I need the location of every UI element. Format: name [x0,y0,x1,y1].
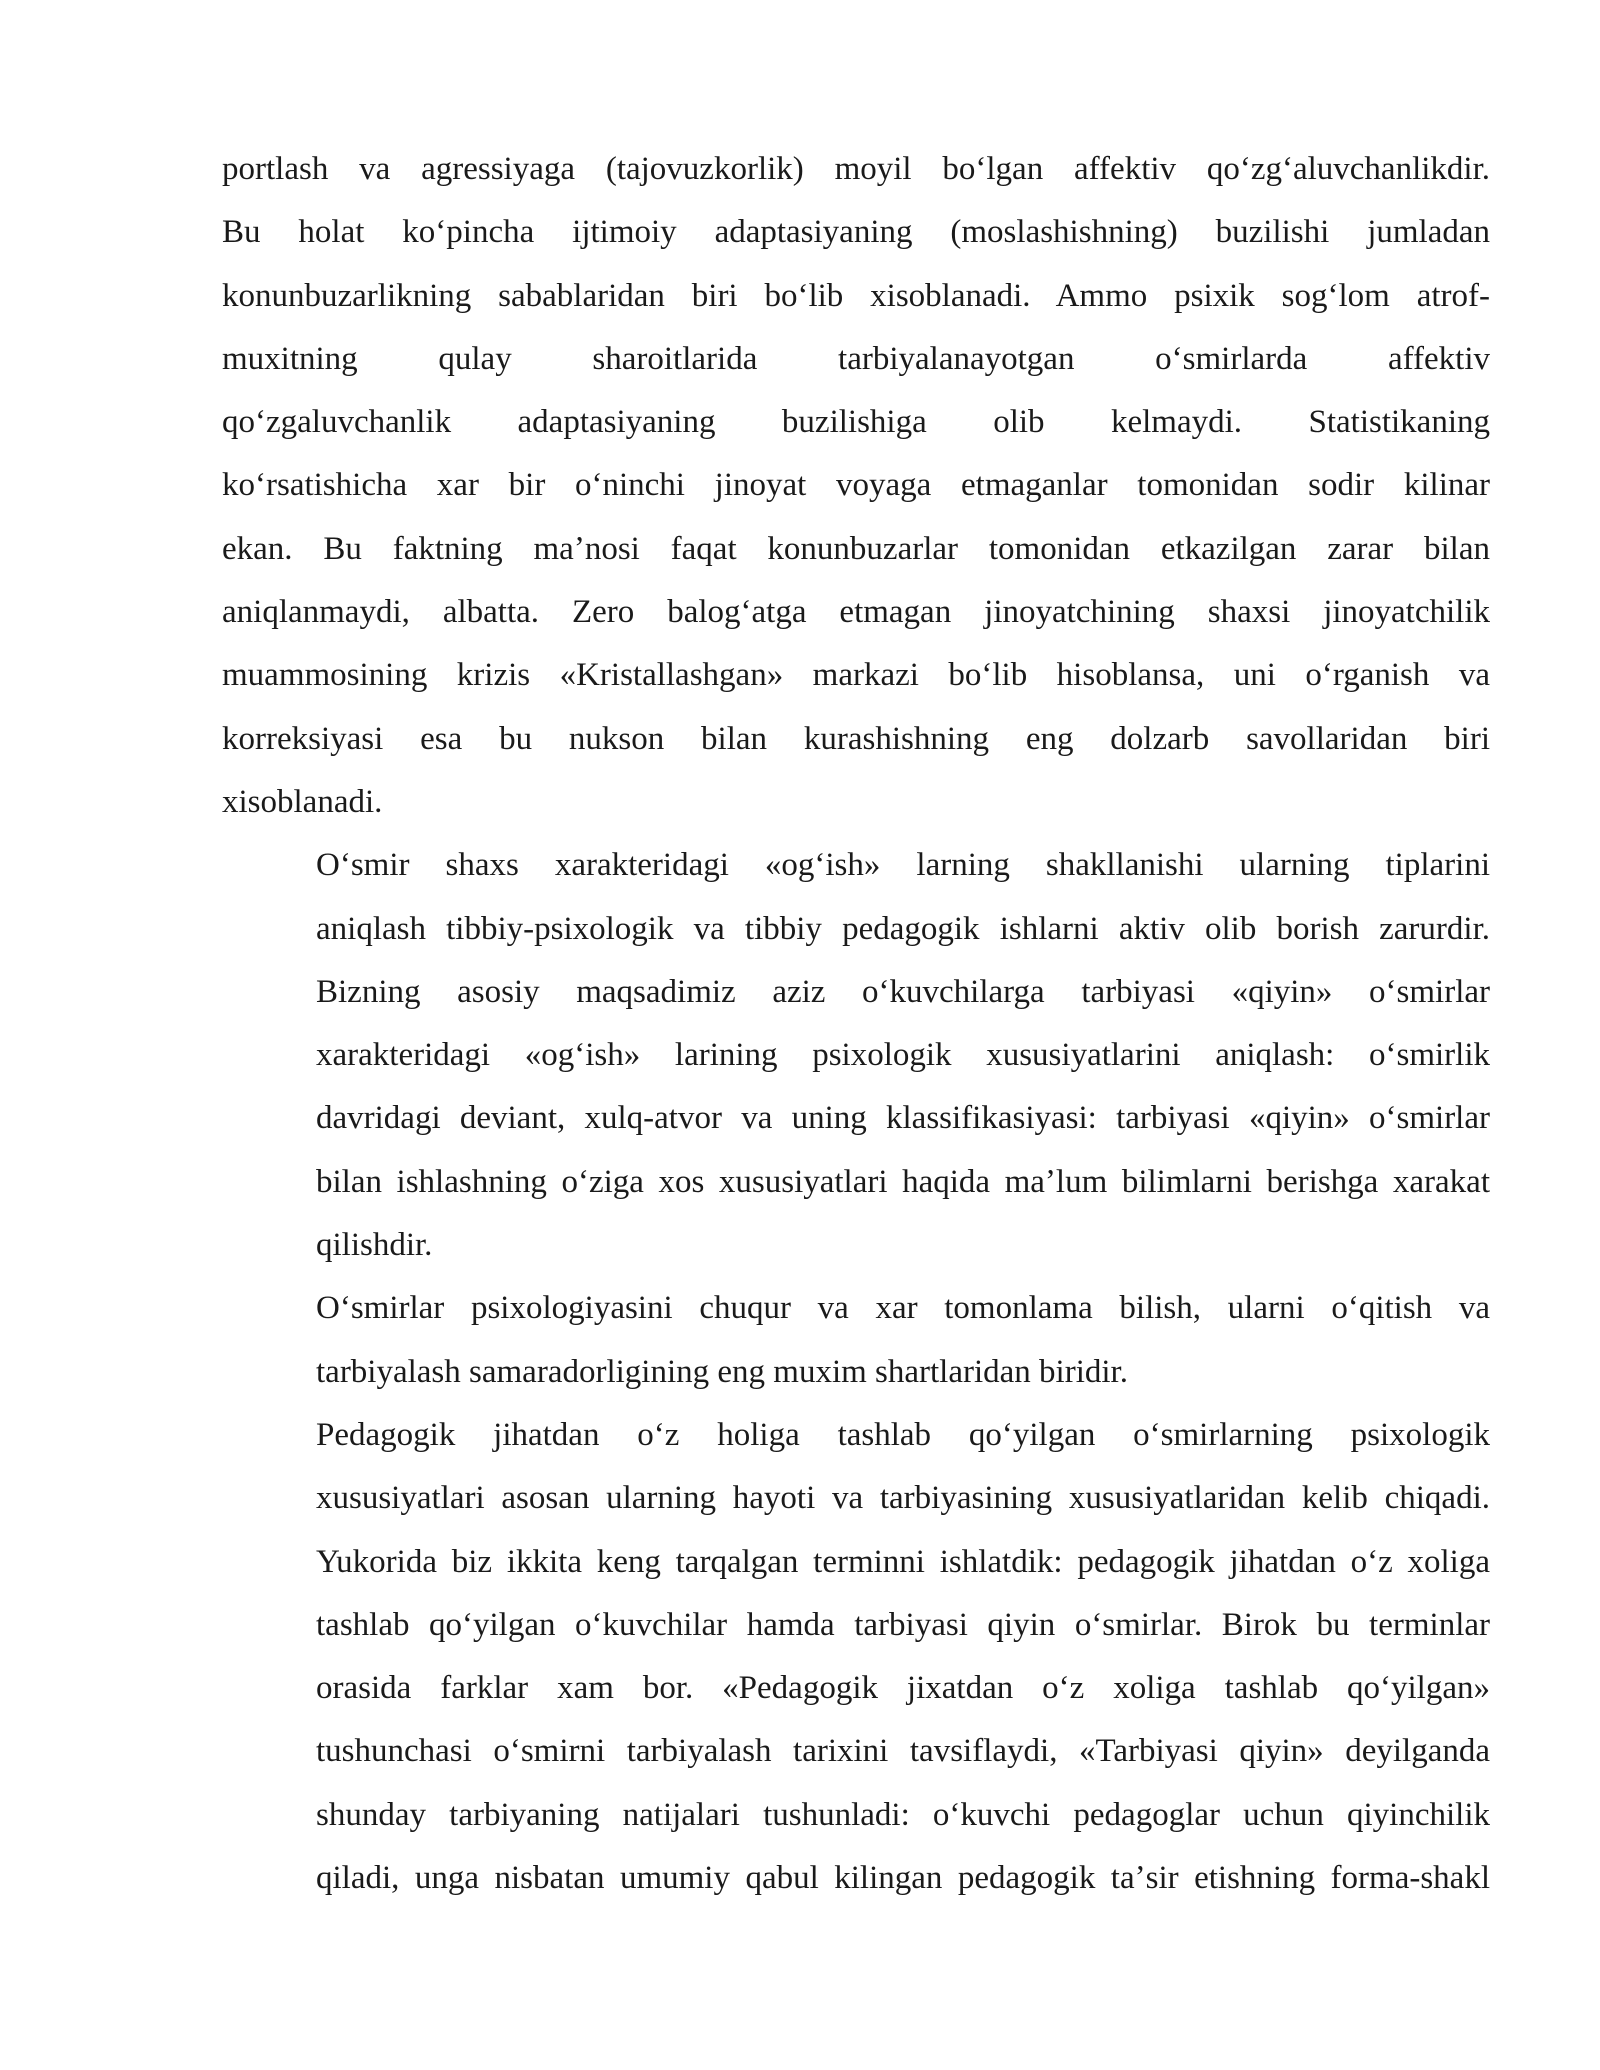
text-line: Oʻsmir shaxs xarakteridagi «ogʻish» larning shakllanishi ularning tiplarini [316,847,1490,884]
text-line: aniqlanmaydi, albatta. Zero balogʻatga etmagan jinoyatchining shaxsi jinoyatchilik [222,594,1490,631]
text-line: muammosining krizis «Kristallashgan» markazi boʻlib hisoblansa, uni oʻrganish va [222,657,1490,694]
text-line: xisoblanadi. [222,783,383,820]
text-line: Bu holat koʻpincha ijtimoiy adaptasiyaning (moslashishning) buzilishi jumladan [222,214,1490,251]
text-line: tushunchasi oʻsmirni tarbiyalash tarixini tavsiflaydi, «Tarbiyasi qiyin» deyilganda [316,1733,1490,1770]
text-line: tarbiyalash samaradorligining eng muxim shartlaridan biridir. [316,1353,1128,1390]
text-line: xususiyatlari asosan ularning hayoti va tarbiyasining xususiyatlaridan kelib chiqadi. [316,1480,1490,1517]
text-line: bilan ishlashning oʻziga xos xususiyatlari haqida maʼlum bilimlarni berishga xarakat [316,1163,1490,1200]
text-line: qoʻzgaluvchanlik adaptasiyaning buzilishiga olib kelmaydi. Statistikaning [222,404,1490,441]
text-line: shunday tarbiyaning natijalari tushunladi: oʻkuvchi pedagoglar uchun qiyinchilik [316,1796,1490,1833]
text-line: qilishdir. [316,1227,433,1264]
text-line: portlash va agressiyaga (tajovuzkorlik) moyil boʻlgan affektiv qoʻzgʻaluvchanlikdir. [222,151,1490,187]
paragraph [222,138,1490,834]
text-line: konunbuzarlikning sabablaridan biri boʻlib xisoblanadi. Ammo psixik sogʻlom atrof- [222,277,1490,314]
text-line: tashlab qoʻyilgan oʻkuvchilar hamda tarbiyasi qiyin oʻsmirlar. Birok bu terminlar [316,1606,1490,1643]
text-line: Bizning asosiy maqsadimiz aziz oʻkuvchilarga tarbiyasi «qiyin» oʻsmirlar [316,973,1490,1010]
document-body [222,138,1490,1910]
text-line: Oʻsmirlar psixologiyasini chuqur va xar tomonlama bilish, ularni oʻqitish va [316,1290,1490,1327]
text-line: muxitning qulay sharoitlarida tarbiyalanayotgan oʻsmirlarda affektiv [222,340,1490,377]
text-line: ekan. Bu faktning maʼnosi faqat konunbuzarlar tomonidan etkazilgan zarar bilan [222,530,1490,567]
text-line: aniqlash tibbiy-psixologik va tibbiy pedagogik ishlarni aktiv olib borish zarurdir. [316,910,1490,947]
text-line: koʻrsatishicha xar bir oʻninchi jinoyat voyaga etmaganlar tomonidan sodir kilinar [222,467,1490,504]
paragraph [222,1404,1490,1910]
text-line: korreksiyasi esa bu nukson bilan kurashishning eng dolzarb savollaridan biri [222,720,1490,757]
text-line: qiladi, unga nisbatan umumiy qabul kilingan pedagogik taʼsir etishning forma-shakl [316,1860,1490,1897]
text-line: Pedagogik jihatdan oʻz holiga tashlab qoʻyilgan oʻsmirlarning psixologik [316,1416,1490,1453]
paragraph [222,834,1490,1277]
text-line: Yukorida biz ikkita keng tarqalgan terminni ishlatdik: pedagogik jihatdan oʻz xoliga [316,1543,1490,1580]
text-line: davridagi deviant, xulq-atvor va uning klassifikasiyasi: tarbiyasi «qiyin» oʻsmirlar [316,1100,1490,1137]
text-line: orasida farklar xam bor. «Pedagogik jixatdan oʻz xoliga tashlab qoʻyilgan» [316,1670,1490,1707]
paragraph [222,1277,1490,1404]
text-line: xarakteridagi «ogʻish» larining psixologik xususiyatlarini aniqlash: oʻsmirlik [316,1037,1490,1074]
